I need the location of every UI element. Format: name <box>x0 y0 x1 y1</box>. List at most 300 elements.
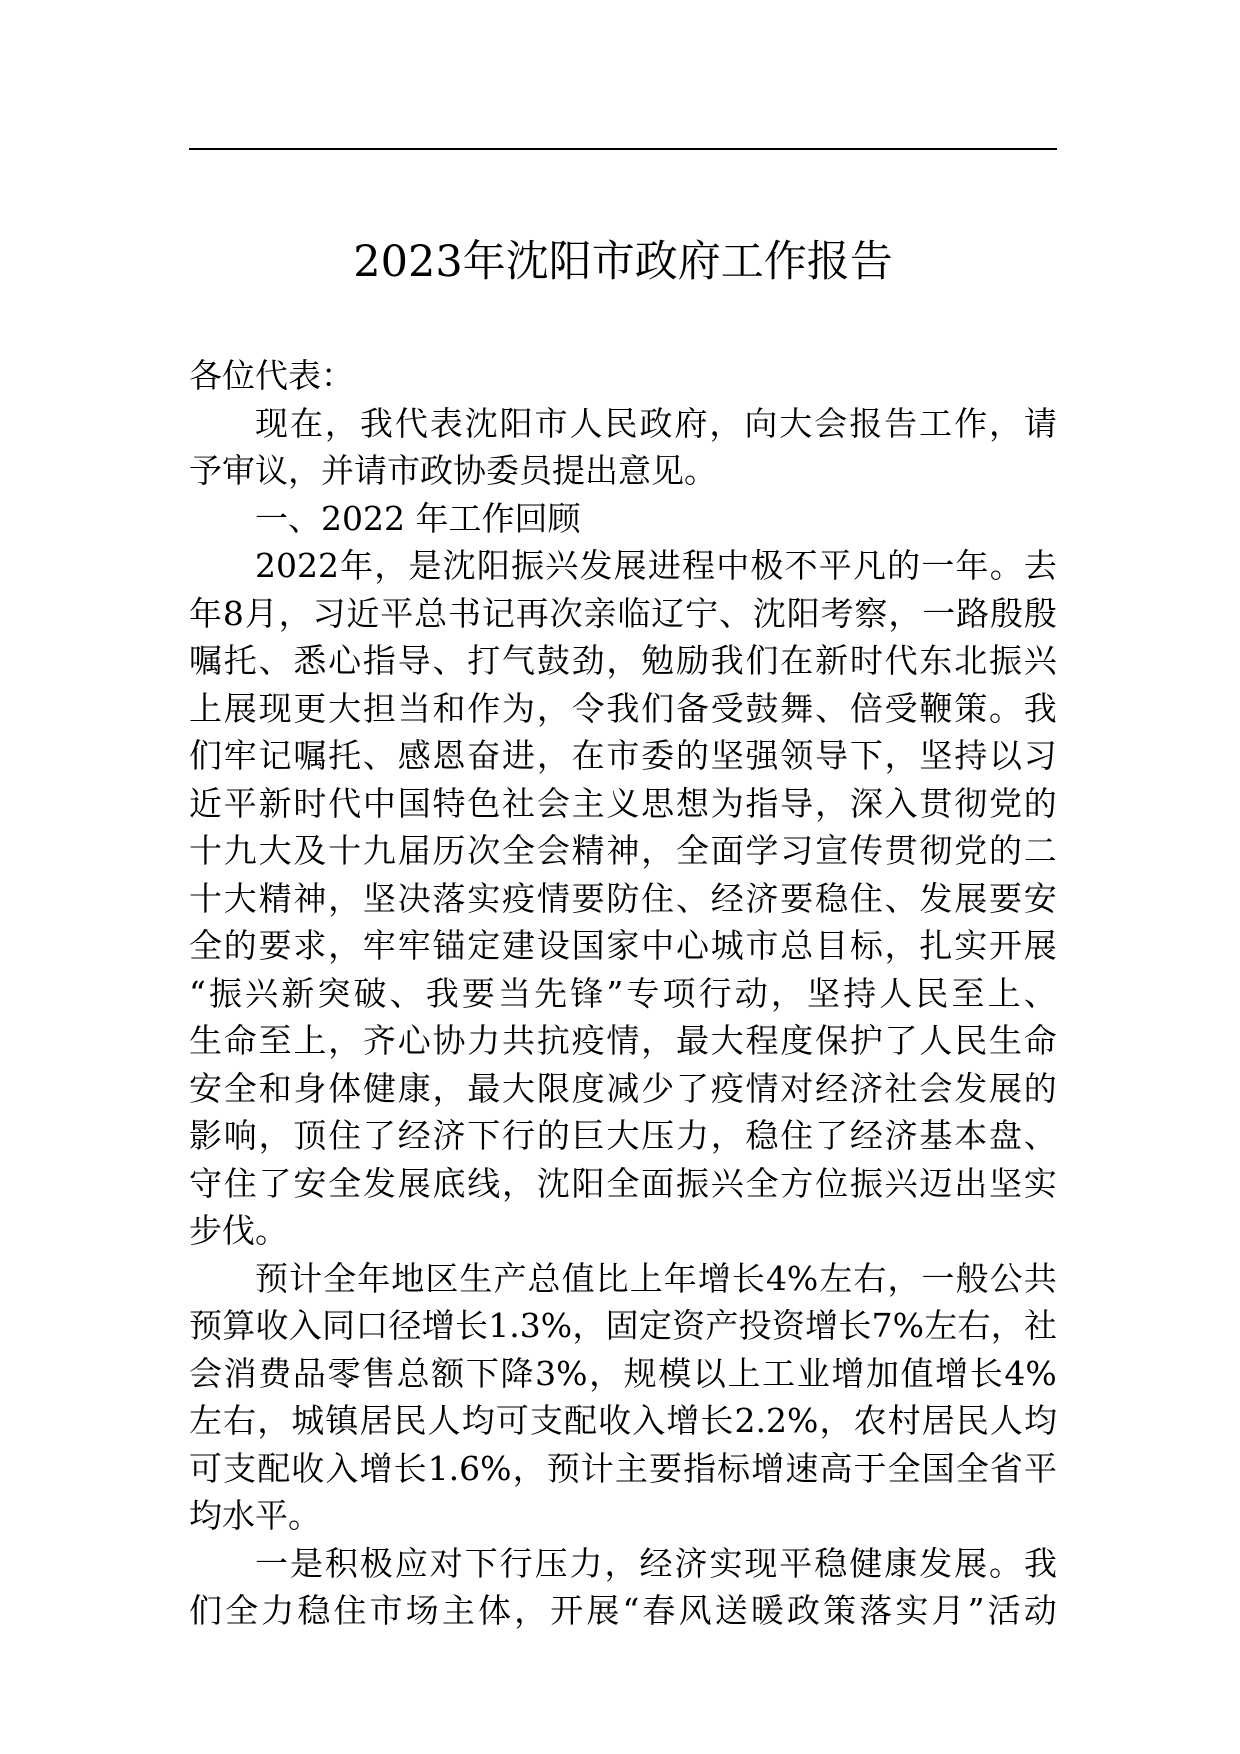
text-run: 减 <box>606 1068 640 1108</box>
text-run: 展 <box>1023 926 1057 965</box>
text-run: 学 <box>745 831 779 870</box>
text-run: 指 <box>362 641 396 680</box>
text-run: 业 <box>796 1353 830 1393</box>
text-run: 予审议，并请市政协委员提出意见。 <box>189 451 717 490</box>
text-run: 劲 <box>571 641 605 680</box>
text-line <box>189 1302 1057 1350</box>
text-run: 。 <box>988 688 1022 728</box>
text-run: 预 <box>189 1306 222 1345</box>
text-run: 了 <box>815 1116 849 1155</box>
text-run: 目 <box>815 926 849 965</box>
text-run: 次 <box>549 593 583 633</box>
text-line <box>189 875 1057 923</box>
text-run: 经 <box>815 1068 849 1108</box>
text-run: 阳 <box>786 593 820 633</box>
text-run: 面 <box>710 831 744 870</box>
text-run: 平 <box>223 783 257 823</box>
text-run: 预 <box>255 1258 288 1298</box>
text-run: 阳 <box>499 403 533 443</box>
text-run: 阳 <box>571 1163 605 1203</box>
text-run: 人 <box>427 1401 461 1440</box>
text-run: 会 <box>536 831 570 870</box>
text-run: 大 <box>223 878 257 918</box>
text-run: 济 <box>884 1116 918 1155</box>
text-run: 中 <box>362 783 396 823</box>
text-run: 镇 <box>325 1401 359 1440</box>
text-run: 上 <box>189 688 222 728</box>
text-run: 兴 <box>710 1163 744 1203</box>
text-run: 牢 <box>223 736 257 775</box>
text-run: ， <box>278 593 312 633</box>
text-run: 居 <box>921 1401 955 1440</box>
text-run: 济 <box>674 1543 708 1583</box>
text-run: 右 <box>957 1306 991 1345</box>
text-run: 策 <box>823 1591 857 1630</box>
text-run: 精 <box>571 831 605 870</box>
text-run: 、 <box>362 736 396 775</box>
text-run: 、 <box>884 878 918 918</box>
text-run: 速 <box>785 1448 819 1488</box>
text-run: 命 <box>223 1021 257 1060</box>
text-run: 了 <box>258 1163 292 1203</box>
text-run: 全 <box>606 1163 640 1203</box>
text-run: 情 <box>606 1021 640 1060</box>
text-run: 贯 <box>884 831 918 870</box>
text-run: 售 <box>362 1353 396 1393</box>
text-run: 新 <box>281 973 315 1013</box>
text-run: 定 <box>638 1306 672 1345</box>
text-run: 增 <box>421 1306 455 1345</box>
text-run: 下 <box>467 1116 501 1155</box>
text-run: 坚 <box>988 1163 1022 1203</box>
text-run: 坚 <box>362 878 396 918</box>
text-run: 展 <box>613 546 647 585</box>
text-run: 了 <box>884 1021 918 1060</box>
text-run: 彻 <box>919 831 953 870</box>
text-run: 记 <box>481 593 515 633</box>
text-run: ， <box>710 1116 744 1155</box>
text-run: 省 <box>989 1448 1023 1488</box>
text-run: 住 <box>223 1163 257 1203</box>
text-run: 健 <box>849 1543 883 1583</box>
text-run: 要 <box>988 878 1022 918</box>
text-run: 住 <box>641 878 675 918</box>
text-run: 增 <box>831 1353 865 1393</box>
text-run: 对 <box>429 1543 463 1583</box>
text-run: 在 <box>780 641 814 680</box>
text-run: 平 <box>779 1543 813 1583</box>
text-run: 品 <box>292 1353 326 1393</box>
text-run: 振 <box>849 1163 883 1203</box>
text-run: 情 <box>745 1068 779 1108</box>
text-run: 发 <box>919 878 953 918</box>
text-run: 限 <box>536 1068 570 1108</box>
text-run: 极 <box>359 1543 393 1583</box>
text-run: 和 <box>258 1068 292 1108</box>
text-run: 托 <box>223 641 257 680</box>
text-run: 行 <box>502 1116 536 1155</box>
text-run: 鼓 <box>536 641 570 680</box>
text-run: 了 <box>362 1116 396 1155</box>
text-run: 我 <box>1023 688 1057 728</box>
text-run: 实 <box>1023 1163 1057 1203</box>
text-run: 国 <box>571 926 605 965</box>
text-line <box>189 1207 1057 1255</box>
text-run: 以 <box>692 1353 726 1393</box>
text-run: ， <box>589 1353 623 1393</box>
text-run: 力 <box>261 1591 295 1630</box>
text-run: 平 <box>1024 1448 1057 1488</box>
header-rule <box>189 148 1057 150</box>
text-run: ， <box>512 1448 546 1488</box>
text-run: 。 <box>989 546 1023 585</box>
text-run: 社 <box>502 783 536 823</box>
text-run: 般 <box>955 1258 989 1298</box>
text-run: 思 <box>641 783 675 823</box>
text-run: 坚 <box>807 973 840 1013</box>
text-run: 春 <box>642 1591 676 1630</box>
text-line <box>189 542 1057 590</box>
text-run: 振 <box>511 546 545 585</box>
text-run: 风 <box>678 1591 712 1630</box>
text-run: 民 <box>954 1021 988 1060</box>
text-run: 代 <box>328 783 362 823</box>
text-run: 收 <box>291 1448 325 1488</box>
text-run: 住 <box>328 1116 362 1155</box>
text-run: 兴 <box>1023 641 1057 680</box>
text-run: 政 <box>787 1591 820 1630</box>
text-run: 左 <box>189 1401 222 1440</box>
text-run: 稳 <box>815 878 849 918</box>
text-line <box>189 1017 1057 1065</box>
text-run: 传 <box>849 831 883 870</box>
text-run: ， <box>604 1543 638 1583</box>
text-run: 不 <box>784 546 818 585</box>
text-run: 4% <box>1004 1353 1057 1393</box>
text-run: 济 <box>432 1116 466 1155</box>
text-run: 径 <box>388 1306 422 1345</box>
text-run: 们 <box>745 641 779 680</box>
text-run: 计 <box>289 1258 323 1298</box>
text-run: 托 <box>328 736 362 775</box>
text-run: 生 <box>459 1258 493 1298</box>
text-run: 力 <box>675 1116 709 1155</box>
text-run: 要 <box>648 1448 682 1488</box>
text-run: 临 <box>617 593 651 633</box>
text-line <box>189 590 1057 638</box>
text-run: 长 <box>838 1306 872 1345</box>
text-line <box>189 827 1057 875</box>
text-run: 东 <box>919 641 953 680</box>
text-run: 疫 <box>571 1021 605 1060</box>
text-run: 月 <box>244 593 278 633</box>
text-run: 守 <box>189 1163 222 1203</box>
text-run: 彻 <box>954 783 988 823</box>
text-run: 积 <box>324 1543 358 1583</box>
text-run: 情 <box>536 878 570 918</box>
text-run: 支 <box>529 1401 563 1440</box>
text-run: 深 <box>849 783 883 823</box>
text-run: 报 <box>849 403 883 443</box>
text-run: 近 <box>346 593 380 633</box>
text-line <box>189 732 1057 780</box>
text-run: 、 <box>719 593 752 633</box>
text-run: 市 <box>606 736 640 775</box>
text-run: “ <box>622 1591 640 1630</box>
text-run: 产 <box>493 1258 527 1298</box>
text-run: 上 <box>727 1353 761 1393</box>
text-run: 发 <box>919 1543 953 1583</box>
text-run: 神 <box>293 878 327 918</box>
text-run: 义 <box>606 783 640 823</box>
text-run: 全 <box>887 1448 921 1488</box>
text-run: 奋 <box>467 736 501 775</box>
text-run: 记 <box>258 736 292 775</box>
text-run: 口 <box>355 1306 389 1345</box>
text-run: 总 <box>396 1353 430 1393</box>
text-run: 消 <box>223 1353 257 1393</box>
text-run: 当 <box>498 973 531 1013</box>
text-run: 振 <box>675 1163 709 1203</box>
text-run: 进 <box>647 546 681 585</box>
text-run: 兴 <box>884 1163 918 1203</box>
text-run: 右 <box>223 1401 257 1440</box>
text-run: 稳 <box>297 1591 331 1630</box>
text-run: 动 <box>1023 1591 1057 1630</box>
text-line <box>189 1160 1057 1208</box>
text-run: 少 <box>641 1068 675 1108</box>
text-run: 书 <box>448 593 481 633</box>
text-run: 算 <box>222 1306 256 1345</box>
text-run: 全 <box>225 1591 259 1630</box>
text-line <box>189 970 1057 1018</box>
text-run: 主 <box>614 1448 648 1488</box>
text-run: 心 <box>328 641 362 680</box>
text-run: 、 <box>258 641 292 680</box>
text-run: 影 <box>189 1116 222 1155</box>
text-run: 保 <box>815 1021 849 1060</box>
text-line <box>189 685 1057 733</box>
text-run: 大 <box>606 1116 640 1155</box>
text-run: 行 <box>499 1543 533 1583</box>
text-run: ， <box>324 403 358 443</box>
text-run: 济 <box>745 878 779 918</box>
text-run: 疫 <box>502 878 536 918</box>
text-run: 决 <box>397 878 431 918</box>
text-run: 嘱 <box>189 641 222 680</box>
text-run: 时 <box>293 783 327 823</box>
text-run: 8 <box>222 593 244 633</box>
text-run: 我 <box>710 641 744 680</box>
text-run: 全 <box>328 1163 362 1203</box>
text-run: 党 <box>988 783 1022 823</box>
text-run: 线 <box>467 1163 501 1203</box>
text-run: 规 <box>623 1353 657 1393</box>
text-run: 生 <box>189 1021 222 1060</box>
text-line <box>189 1492 1057 1540</box>
text-run: 市 <box>534 403 568 443</box>
text-run: 锋 <box>570 973 604 1013</box>
text-run: 命 <box>1023 1021 1057 1060</box>
text-run: 们 <box>641 688 675 728</box>
text-run: 长 <box>969 1353 1003 1393</box>
text-run: 党 <box>954 831 988 870</box>
text-run: 收 <box>598 1401 632 1440</box>
text-run: 稳 <box>814 1543 848 1583</box>
text-run: 政 <box>639 403 673 443</box>
text-run: 坚 <box>710 736 744 775</box>
text-run: 会 <box>536 783 570 823</box>
text-run: 上 <box>629 1258 663 1298</box>
text-run: 模 <box>658 1353 692 1393</box>
text-run: 全 <box>675 831 709 870</box>
text-run: 人 <box>879 973 913 1013</box>
text-run: 兴 <box>245 973 279 1013</box>
text-run: 感 <box>397 736 431 775</box>
text-run: 居 <box>359 1401 393 1440</box>
text-run: 长 <box>731 1258 765 1298</box>
text-run: ， <box>989 403 1023 443</box>
text-run: 届 <box>397 831 431 870</box>
text-run: 经 <box>710 878 744 918</box>
text-run: 展 <box>223 688 257 728</box>
text-run: 度 <box>571 1068 605 1108</box>
text-run: 上 <box>293 1021 327 1060</box>
text-run: 全 <box>955 1448 989 1488</box>
text-run: 亲 <box>583 593 617 633</box>
text-run: 应 <box>394 1543 428 1583</box>
text-run: 住 <box>780 1116 814 1155</box>
text-run: 、 <box>389 973 423 1013</box>
text-run: 鼓 <box>745 688 779 728</box>
text-run: 至 <box>258 1021 292 1060</box>
text-run: 开 <box>988 926 1022 965</box>
text-run: 压 <box>641 1116 675 1155</box>
text-run: 均水平。 <box>189 1496 321 1535</box>
text-run: 嘱 <box>293 736 327 775</box>
text-run: 的 <box>1023 1068 1057 1108</box>
text-run: 殷 <box>1023 593 1057 633</box>
text-run: 考 <box>820 593 854 633</box>
text-run: 去 <box>1023 546 1057 585</box>
text-run: ， <box>888 593 922 633</box>
text-run: 年 <box>955 546 989 585</box>
text-run: 康 <box>884 1543 918 1583</box>
text-run: 强 <box>745 736 779 775</box>
text-run: 下 <box>849 736 883 775</box>
text-run: 和 <box>432 688 466 728</box>
text-run: 项 <box>662 973 696 1013</box>
text-run: 度 <box>780 1021 814 1060</box>
text-run: 一、2022 年工作回顾 <box>255 498 581 538</box>
text-run: 进 <box>502 736 536 775</box>
text-run: ， <box>328 878 362 918</box>
text-run: 导 <box>397 641 431 680</box>
text-run: 次 <box>467 831 501 870</box>
text-run: 扎 <box>919 926 953 965</box>
text-run: ， <box>502 1163 536 1203</box>
text-run: 路 <box>956 593 990 633</box>
text-run: 防 <box>606 878 640 918</box>
text-run: 策 <box>954 688 988 728</box>
text-run: ， <box>709 403 743 443</box>
text-run: 代 <box>884 641 918 680</box>
text-run: 担 <box>362 688 396 728</box>
text-run: 增 <box>359 1448 393 1488</box>
text-run: 左 <box>924 1306 958 1345</box>
text-run: 1.6% <box>427 1448 512 1488</box>
text-run: 开 <box>550 1591 584 1630</box>
text-run: 宣 <box>815 831 849 870</box>
text-line <box>189 352 1057 400</box>
text-run: 府 <box>674 403 708 443</box>
text-run: 底 <box>432 1163 466 1203</box>
text-run: 行 <box>698 973 732 1013</box>
text-run: 发 <box>579 546 613 585</box>
text-run: 现 <box>255 403 288 443</box>
text-run: 、 <box>815 688 849 728</box>
text-run: ， <box>641 831 675 870</box>
text-run: 共 <box>502 1021 536 1060</box>
text-run: ， <box>641 1021 675 1060</box>
text-run: 一 <box>255 1543 288 1583</box>
text-run: 指 <box>745 783 779 823</box>
text-run: 增 <box>805 1306 839 1345</box>
text-run: 大 <box>710 1021 744 1060</box>
text-run: 大 <box>779 403 813 443</box>
text-run: ， <box>258 1116 292 1155</box>
text-run: 主 <box>441 1591 475 1630</box>
text-run: 增 <box>697 1258 731 1298</box>
text-run: 令 <box>571 688 605 728</box>
text-run: 场 <box>405 1591 439 1630</box>
text-run: 心 <box>675 926 709 965</box>
text-run: 基 <box>919 1116 953 1155</box>
text-run: 城 <box>710 926 744 965</box>
text-run: 值 <box>561 1258 595 1298</box>
text-run: 沈 <box>752 593 786 633</box>
text-run: 展 <box>954 878 988 918</box>
text-run: 九 <box>362 831 396 870</box>
text-run: 盘 <box>988 1116 1022 1155</box>
text-run: 建 <box>502 926 536 965</box>
text-run: 了 <box>675 1068 709 1108</box>
text-run: 压 <box>534 1543 568 1583</box>
text-run: 凡 <box>852 546 886 585</box>
text-run: 可 <box>189 1448 222 1488</box>
text-run: 康 <box>397 1068 431 1108</box>
text-run: 、 <box>1023 1116 1057 1155</box>
text-run: 增 <box>666 1401 700 1440</box>
text-run: ， <box>884 736 918 775</box>
text-run: 我 <box>606 688 640 728</box>
text-run: 二 <box>1023 831 1057 870</box>
text-run: 要 <box>571 878 605 918</box>
text-run: 安 <box>189 1068 222 1108</box>
text-run: 先 <box>534 973 568 1013</box>
text-run: 至 <box>951 973 985 1013</box>
text-run: 一 <box>922 593 956 633</box>
text-run: 总 <box>780 926 814 965</box>
text-run: 社 <box>884 1068 918 1108</box>
text-run: 十 <box>328 831 362 870</box>
text-run: 振 <box>988 641 1022 680</box>
text-run: 会 <box>814 403 848 443</box>
text-run: 本 <box>954 1116 988 1155</box>
text-run: 的 <box>223 926 257 965</box>
text-run: 破 <box>353 973 387 1013</box>
text-run: 请 <box>1023 403 1057 443</box>
